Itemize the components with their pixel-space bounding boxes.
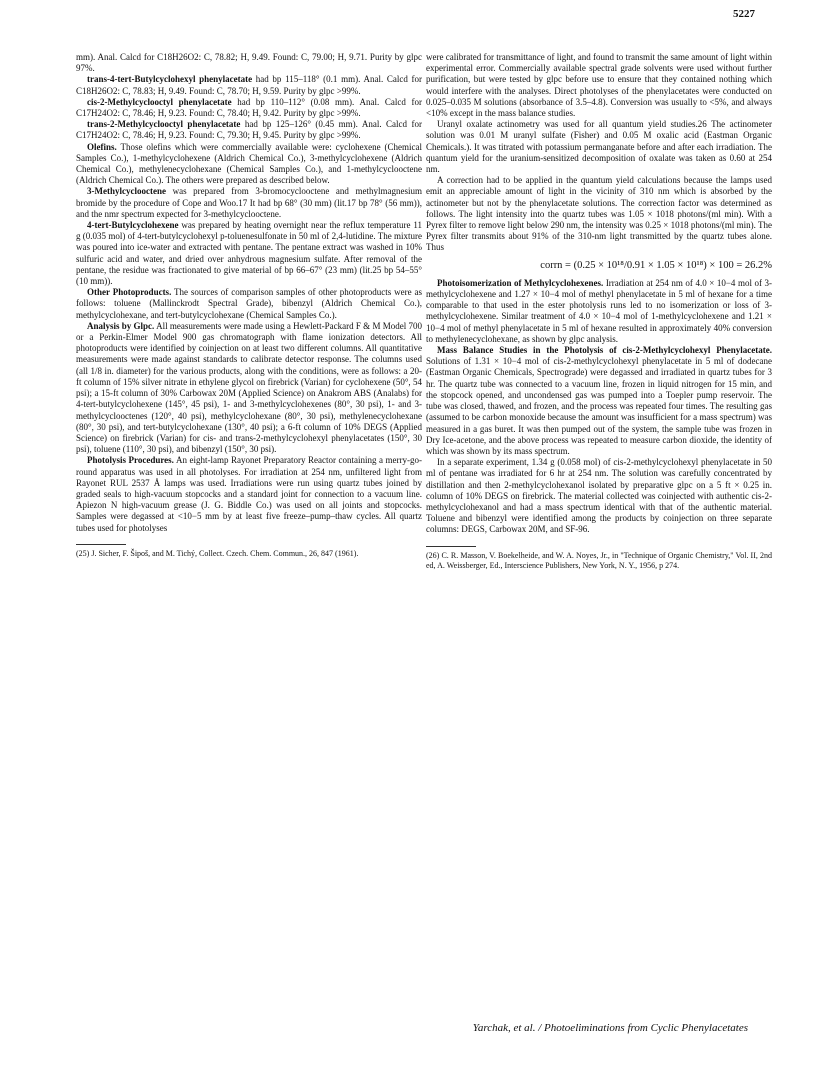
paragraph-text: was prepared by heating overnight near the reflux temperature 11 g (0.035 mol) of 4-tert-butylcyclohexyl p-toluenesulfonate in 50 ml of 2,4-lutidine. The mixture was poured into ice-water and extracted with pentane. The pentane extract was washed in 10% sulfuric acid and water, and dried over anhydrous magnesium sulfate. After removal of the pentane, the residue was fractionated to give material of bp 66–67° (23 mm) (lit.25 bp 54–55° (10 mm)). bbox=[76, 220, 423, 287]
paragraph-text: All measurements were made using a Hewlett-Packard F & M Model 700 or a Perkin-Elmer Model 900 gas chromatograph with flame ionization detectors. All photoproducts were identified by coinjection on at least two different columns. All quantitative measurements were made against standards to calibrate detector response. The columns used (all 1/8 in. diameter) for the various products, along with the conditions, were as follows: a 20-ft column of 15% silver nitrate in ethylene glycol on firebrick (Varian) for cyclohexene (50°, 54 psi); a 15-ft column of 30% Carbowax 20M (Applied Science) on Anakrom ABS (Analabs) for 4-tert-butylcyclohexene (145°, 45 psi), 1- and 3-methylcyclohexenes (80°, 30 psi), 1- and 3-methylcyclooctenes (120°, 40 psi), methylcyclohexane (80°, 30 psi), methylenecyclohexane (80°, 30 psi), and tert-butylcyclohexane (130°, 40 psi); a 6-ft column of 10% DEGS (Applied Science) on firebrick (Varian) for cis- and trans-2-methylcyclohexyl phenylacetates (150°, 30 psi), toluene (110°, 30 psi), and bibenzyl (150°, 30 psi). bbox=[76, 320, 422, 455]
paragraph-text: Irradiation at 254 nm of 4.0 × 10−4 mol of 3-methylcyclohexene and 1.27 × 10−4 mol of methyl phenylacetate in 5 ml of hexane for a time comparable to that used in the ester photolysis runs led to no isomerization or loss of 3-methylcyclohexene. Similar treatment of 4.0 × 10−4 mol of 1-methylcyclohexene and 1.21 × 10−4 mol of methyl phenylacetate in 5 ml of hexane resulted in approximately 40% conversion to methylenecyclohexane, as shown by glpc analysis. bbox=[426, 277, 772, 344]
run-in-heading: 3-Methylcyclooctene bbox=[87, 186, 166, 197]
left-column bbox=[76, 52, 422, 559]
footnote-rule bbox=[426, 546, 476, 547]
footnote: (26) C. R. Masson, V. Boekelheide, and W. A. Noyes, Jr., in "Technique of Organic Chemistry," Vol. II, 2nd ed, A. Weissberger, Ed., Interscience Publishers, New York, N. Y., 1956, p 274. bbox=[426, 550, 772, 570]
run-in-heading: Analysis by Glpc. bbox=[87, 320, 155, 331]
run-in-heading: Olefins. bbox=[87, 141, 117, 152]
run-in-heading: trans-4-tert-Butylcyclohexyl phenylacetate bbox=[87, 74, 253, 85]
equation: corrn = (0.25 × 10¹⁸/0.91 × 1.05 × 10¹⁸) × 100 = 26.2% bbox=[540, 259, 772, 271]
run-in-heading: trans-2-Methylcyclooctyl phenylacetate bbox=[87, 119, 241, 130]
paragraph-text: An eight-lamp Rayonet Preparatory Reactor containing a merry-go-round apparatus was used in all photolyses. For irradiation at 254 nm, unfiltered light from Rayonet RUL 2537 Å lamps was used. Irradiations were run using quartz tubes joined by graded seals to high-vacuum stopcocks and a standard joint for connection to a vacuum line. Apiezon N high-vacuum grease (J. G. Biddle Co.) was used on all joints and stopcocks. Samples were degassed at <10−5 mm by at least five freeze–pump–thaw cycles. All quartz tubes used for photolyses bbox=[76, 455, 422, 533]
paragraph-text: Solutions of 1.31 × 10−4 mol of cis-2-methylcyclohexyl phenylacetate in 5 ml of dodecane (Eastman Organic Chemicals, Spectrograde) were degassed and irradiated in quartz tubes for 3 hr. The quartz tube was connected to a vacuum line, frozen in liquid nitrogen for 15 min, and the stopcock opened, and uncondensed gas was pumped into a Toepler pump reservoir. The tube was closed, thawed, and frozen, and the process was repeated four times. The resulting gas (assumed to be carbon monoxide because the amount was insufficient for a mass spectrum) was measured in a gas buret. It was then pumped out of the system, the sample tube was frozen in Dry Ice-acetone, and the above process was repeated to measure carbon dioxide, the identity of which was shown by its mass spectrum. bbox=[426, 356, 772, 456]
paragraph-text: Those olefins which were commercially available were: cyclohexene (Chemical Samples Co.), 1-methylcyclohexene (Aldrich Chemical Co.), 3-methylcyclohexene (Aldrich Chemical Co.), methylenecyclohexane (Chemical Samples Co.), and 1-methylcyclooctene (Aldrich Chemical Co.). The others were prepared as described below. bbox=[76, 141, 422, 186]
footnote: (25) J. Sicher, F. Šipoš, and M. Tichý, Collect. Czech. Chem. Commun., 26, 847 (1961). bbox=[76, 548, 359, 558]
paragraph: A correction had to be applied in the quantum yield calculations because the lamps used emit an appreciable amount of light in the vicinity of 310 nm which is absorbed by the actinometer but not by the phenylacetate solutions. The correction factor was determined as follows. The light intensity into the quartz tubes was 1.05 × 1018 photons/(ml min). With a Pyrex filter to remove light below 290 nm, the intensity was 0.25 × 1018 photons/(ml min). The Pyrex filter transmits about 91% of the 310-nm light transmitted by the quartz tubes alone. Thus bbox=[426, 175, 772, 253]
paragraph bbox=[76, 142, 422, 187]
footnote-rule bbox=[76, 544, 126, 545]
paragraph bbox=[426, 345, 772, 457]
paragraph-text: had bp 115–118° (0.1 mm). Anal. Calcd for C18H26O2: C, 78.83; H, 9.49. Found: C, 78.70; H, 9.59. Purity by glpc >99%. bbox=[76, 74, 423, 96]
paragraph bbox=[76, 119, 422, 141]
paragraph bbox=[76, 74, 422, 96]
paragraph: Uranyl oxalate actinometry was used for all quantum yield studies.26 The actinometer solution was 0.01 M uranyl sulfate (Fisher) and 0.05 M oxalic acid (Eastman Organic Chemicals.). It was titrated with potassium permanganate before and after each irradiation. The quantum yield for the uranium-sensitized decomposition of oxalate was taken as 0.60 at 254 nm. bbox=[426, 119, 772, 175]
run-in-heading: Mass Balance Studies in the Photolysis of cis-2-Methylcyclohexyl Phenylacetate. bbox=[437, 345, 772, 356]
paragraph bbox=[76, 97, 422, 119]
running-footer: Yarchak, et al. / Photoeliminations from Cyclic Phenylacetates bbox=[472, 1022, 748, 1034]
run-in-heading: Other Photoproducts. bbox=[87, 287, 172, 298]
paragraph-text: had bp 110–112° (0.08 mm). Anal. Calcd for C17H24O2: C, 78.46; H, 9.23. Found: C, 78.40; H, 9.42. Purity by glpc >99%. bbox=[76, 96, 422, 119]
paragraph: In a separate experiment, 1.34 g (0.058 mol) of cis-2-methylcyclohexyl phenylacetate in 50 ml of pentane was irradiated for 6 hr at 254 nm. The solution was carefully concentrated by distillation and then 2-methylcyclohexanol isolated by preparative glpc on a 5 ft × 0.25 in. column of 10% DEGS on firebrick. The material collected was coinjected with authentic cis-2-methylcyclohexanol and had a mass spectrum identical with that of the authentic material. Toluene and bibenzyl were identified among the products by coinjection on three separate columns: DEGS, Carbowax 20M, and SF-96. bbox=[426, 457, 772, 535]
paragraph-text: The sources of comparison samples of other photoproducts were as follows: toluene (Mallinckrodt Spectral Grade), bibenzyl (Aldrich Chemical Co.), methylcyclohexane, and tert-butylcyclohexane (Chemical Samples Co.). bbox=[76, 287, 422, 320]
right-column bbox=[426, 52, 772, 571]
run-in-heading: 4-tert-Butylcyclohexene bbox=[87, 220, 179, 231]
paragraph: were calibrated for transmittance of light, and found to transmit the same amount of light within experimental error. Commercially available spectral grade solvents were used without further purification, but were tested by glpc before use to ensure that they contained nothing which would interfere with the analyses. Direct photolyses of the phenylacetates were conducted on 0.025–0.035 M solutions (absorbance of 3.5–4.8). Conversion was usually to <5%, and always <10% except in the mass balance studies. bbox=[426, 52, 772, 119]
paragraph bbox=[76, 455, 422, 533]
run-in-heading: Photoisomerization of Methylcyclohexenes. bbox=[437, 277, 604, 288]
paragraph-text: was prepared from 3-bromocyclooctene and methylmagnesium bromide by the procedure of Cope and Woo.17 It had bp 68° (30 mm) (lit.17 bp 78° (56 mm)), and the nmr spectrum expected for 3-methylcyclooctene. bbox=[76, 186, 423, 219]
run-in-heading: cis-2-Methylcyclooctyl phenylacetate bbox=[87, 96, 232, 107]
paragraph bbox=[76, 321, 422, 455]
paragraph bbox=[426, 278, 772, 345]
paragraph bbox=[76, 186, 422, 220]
paragraph-text: had bp 125–126° (0.45 mm). Anal. Calcd for C17H24O2: C, 78.46; H, 9.23. Found: C, 79.30; H, 9.45. Purity by glpc >99%. bbox=[76, 119, 422, 141]
page-number: 5227 bbox=[733, 8, 755, 20]
paragraph bbox=[76, 287, 422, 321]
run-in-heading: Photolysis Procedures. bbox=[87, 455, 174, 466]
paragraph: mm). Anal. Calcd for C18H26O2: C, 78.82; H, 9.49. Found: C, 79.00; H, 9.71. Purity by glpc 97%. bbox=[76, 52, 422, 74]
paragraph bbox=[76, 220, 422, 287]
